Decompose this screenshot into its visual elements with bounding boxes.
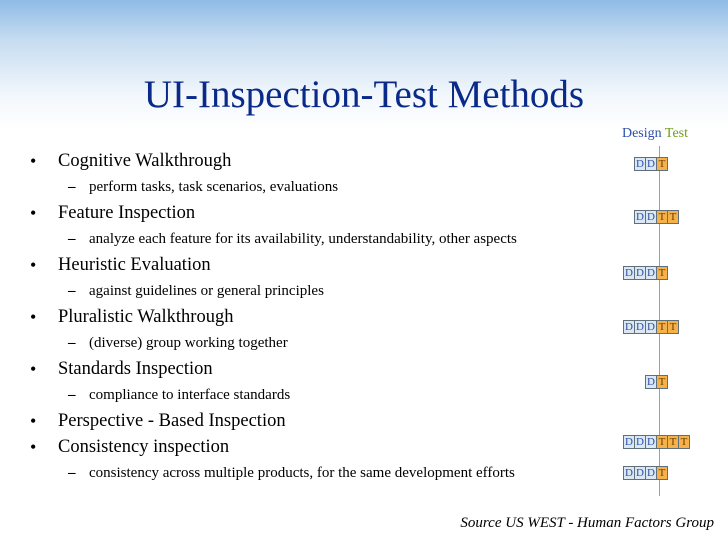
method-detail-item bbox=[30, 460, 517, 486]
pattern-row bbox=[624, 435, 690, 449]
design-box: D bbox=[645, 435, 657, 449]
design-box: D bbox=[623, 266, 635, 280]
dash-icon: – bbox=[68, 283, 76, 299]
test-box: T bbox=[656, 320, 668, 334]
method-detail-item bbox=[30, 174, 517, 200]
method-name: Feature Inspection bbox=[58, 203, 196, 223]
method-detail: analyze each feature for its availability, understandability, other aspects bbox=[89, 231, 517, 247]
test-box: T bbox=[667, 320, 679, 334]
method-item bbox=[30, 408, 517, 434]
design-box: D bbox=[645, 210, 657, 224]
pattern-row bbox=[624, 320, 679, 334]
pattern-row bbox=[646, 375, 668, 389]
method-list bbox=[30, 148, 517, 486]
method-item bbox=[30, 356, 517, 382]
method-name: Heuristic Evaluation bbox=[58, 255, 211, 275]
test-box: T bbox=[656, 466, 668, 480]
method-detail-item bbox=[30, 226, 517, 252]
pattern-row bbox=[624, 466, 668, 480]
design-test-diagram bbox=[600, 120, 710, 500]
bullet-icon: • bbox=[30, 411, 37, 431]
dash-icon: – bbox=[68, 465, 76, 481]
test-box: T bbox=[678, 435, 690, 449]
method-detail-item bbox=[30, 330, 517, 356]
method-detail: against guidelines or general principles bbox=[89, 283, 324, 299]
design-box: D bbox=[645, 266, 657, 280]
method-item bbox=[30, 252, 517, 278]
design-box: D bbox=[634, 435, 646, 449]
slide-title: UI-Inspection-Test Methods bbox=[143, 73, 585, 116]
method-detail: perform tasks, task scenarios, evaluations bbox=[89, 179, 339, 195]
design-box: D bbox=[623, 466, 635, 480]
dash-icon: – bbox=[68, 231, 76, 247]
method-detail: (diverse) group working together bbox=[89, 335, 288, 351]
design-box: D bbox=[645, 466, 657, 480]
pattern-row bbox=[624, 266, 668, 280]
method-detail: consistency across multiple products, for the same development efforts bbox=[89, 465, 515, 481]
test-box: T bbox=[656, 157, 668, 171]
legend-test: Test bbox=[664, 126, 689, 141]
design-box: D bbox=[634, 466, 646, 480]
method-item bbox=[30, 200, 517, 226]
bullet-icon: • bbox=[30, 437, 37, 457]
dash-icon: – bbox=[68, 179, 76, 195]
method-name: Cognitive Walkthrough bbox=[58, 151, 232, 171]
test-box: T bbox=[656, 266, 668, 280]
design-box: D bbox=[634, 157, 646, 171]
legend-design: Design bbox=[621, 126, 662, 141]
diagram-legend bbox=[600, 126, 710, 142]
bullet-icon: • bbox=[30, 203, 37, 223]
bullet-icon: • bbox=[30, 359, 37, 379]
test-box: T bbox=[656, 210, 668, 224]
method-detail: compliance to interface standards bbox=[89, 387, 291, 403]
pattern-row bbox=[635, 157, 668, 171]
method-name: Consistency inspection bbox=[58, 437, 230, 457]
method-name: Perspective - Based Inspection bbox=[58, 411, 286, 431]
design-box: D bbox=[645, 375, 657, 389]
dash-icon: – bbox=[68, 335, 76, 351]
method-item bbox=[30, 148, 517, 174]
bullet-icon: • bbox=[30, 255, 37, 275]
method-detail-item bbox=[30, 278, 517, 304]
method-item bbox=[30, 304, 517, 330]
test-box: T bbox=[656, 375, 668, 389]
test-box: T bbox=[656, 435, 668, 449]
design-box: D bbox=[623, 435, 635, 449]
pattern-row bbox=[635, 210, 679, 224]
bullet-icon: • bbox=[30, 307, 37, 327]
method-name: Standards Inspection bbox=[58, 359, 213, 379]
method-item bbox=[30, 434, 517, 460]
design-box: D bbox=[634, 320, 646, 334]
design-box: D bbox=[623, 320, 635, 334]
test-box: T bbox=[667, 210, 679, 224]
bullet-icon: • bbox=[30, 151, 37, 171]
test-box: T bbox=[667, 435, 679, 449]
source-credit: Source US WEST - Human Factors Group bbox=[460, 515, 714, 531]
method-detail-item bbox=[30, 382, 517, 408]
dash-icon: – bbox=[68, 387, 76, 403]
design-box: D bbox=[634, 210, 646, 224]
design-box: D bbox=[645, 320, 657, 334]
design-box: D bbox=[634, 266, 646, 280]
method-name: Pluralistic Walkthrough bbox=[58, 307, 234, 327]
design-box: D bbox=[645, 157, 657, 171]
